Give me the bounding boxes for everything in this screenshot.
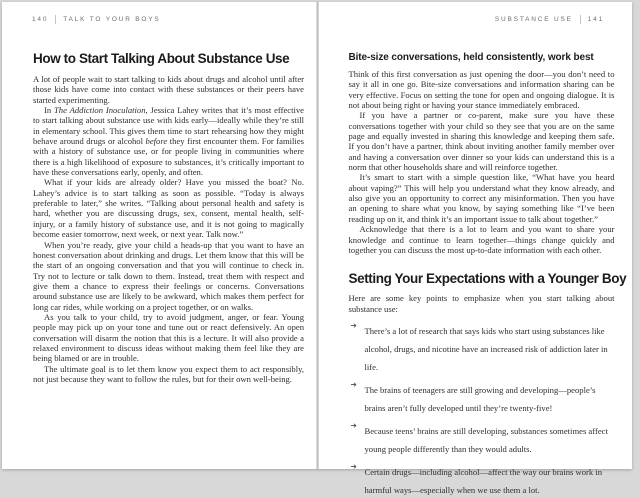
chapter-section-heading: How to Start Talking About Substance Use	[33, 51, 290, 66]
paragraph: A lot of people wait to start talking to kids about drugs and alcohol until after those kids have come into contact with these substances or their peers have started experimenting.	[33, 74, 304, 105]
left-page-number: 140	[32, 16, 49, 23]
right-page-number: 141	[587, 16, 604, 23]
paragraph: Acknowledge that there is a lot to learn and you want to share your knowledge and continue to learn together—things change quickly and together you can discuss the most up-to-date information with each other.	[348, 224, 615, 255]
bullet-text: Because teens’ brains are still developing, substances sometimes affect young people differently than they would adults.	[364, 425, 608, 454]
bullet-item	[349, 421, 611, 457]
bullet-item	[349, 321, 611, 375]
paragraph: As you talk to your child, try to avoid judgment, anger, or fear. Young people may pick up on your tone and tune out or react defensively. An open conversation will disarm the notion that this is a lecture. It will also provide a relaxed environment to discuss ideas without making them feel like they are being blamed or are in trouble.	[33, 311, 304, 364]
left-page-content	[2, 2, 316, 469]
paragraph: In The Addiction Inoculation, Jessica Lahey writes that it’s most effective to start talking about substance use with kids early—ideally while they’re still in elementary school. This gives them time to start rehearsing how they might behave around drugs or alcohol before they first encounter them. For families with a history of substance use, or for people living in communities where there is a high likelihood of exposure to substances, it’s critically important to have these conversations early, openly, and often.	[33, 105, 304, 178]
key-points-list	[349, 321, 615, 498]
bullet-item	[349, 462, 611, 498]
arrow-bullet-icon: ➔	[350, 420, 357, 430]
left-page	[2, 2, 316, 469]
paragraph: If you have a partner or co-parent, make sure you have these conversations together with your child so they see that you are on the same page and equally invested in sharing this knowledge and keeping them safe. If you don’t have a partner, think about inviting another family member over and having a conversation over dinner so your kids can understand this is a norm that other households share and will reinforce together.	[348, 110, 615, 173]
section-heading: Setting Your Expectations with a Younger Boy	[348, 271, 627, 287]
left-running-title: TALK TO YOUR BOYS	[63, 16, 161, 23]
right-page-content	[319, 2, 633, 495]
bullet-text: There’s a lot of research that says kids who start using substances like alcohol, drugs, and nicotine have an increased risk of addiction later in life.	[364, 325, 608, 372]
arrow-bullet-icon: ➔	[350, 320, 357, 330]
left-body-text	[33, 74, 304, 384]
paragraph: What if your kids are already older? Have you missed the boat? No. Lahey’s advice is to start talking as soon as possible. “Today is always preferable to later,” she writes. “Talking about personal health and safety is hard, whether you are discussing drugs, sex, consent, mental health, self-injury, or a family history of substance use, and it is not going to magically become easier tomorrow, next week, or next year. Talk now.”	[33, 177, 304, 240]
arrow-bullet-icon: ➔	[350, 461, 357, 471]
right-page	[319, 2, 633, 495]
right-running-title: SUBSTANCE USE	[494, 16, 573, 23]
bullet-item	[349, 380, 611, 416]
subsection-heading: Bite-size conversations, held consistently, work best	[348, 52, 594, 63]
paragraph: When you’re ready, give your child a heads-up that you want to have an honest conversation about drinking and drugs. Let them know that this will be the start of an ongoing conversation and that you will continue to check in. Try not to lecture or talk down to them. Instead, treat them with respect and give them a chance to express their feelings or concerns. Conversations around substance use are likely to be awkward, which makes them perfect for long car rides, while working on a project together, or on walks.	[33, 239, 304, 312]
paragraph: The ultimate goal is to let them know you expect them to act responsibly, not just because they want to follow the rules, but for their own well-being.	[33, 363, 304, 384]
book-spread	[2, 2, 632, 495]
right-body-text	[349, 69, 615, 255]
bullet-text: The brains of teenagers are still growing and developing—people’s brains aren’t fully developed until they’re twenty-five!	[364, 384, 596, 413]
section-intro: Here are some key points to emphasize when you start talking about substance use:	[348, 293, 615, 314]
bullet-text: Certain drugs—including alcohol—affect the way our brains work in harmful ways—especially when we use them a lot.	[364, 466, 603, 495]
arrow-bullet-icon: ➔	[350, 379, 357, 389]
paragraph: Think of this first conversation as just opening the door—you don’t need to say it all in one go. Bite-size conversations and information sharing can be very effective. Focus on setting the tone for open and ongoing dialogue. It is not about being right or having your stance immediately embraced.	[348, 69, 615, 111]
paragraph: It’s smart to start with a simple question like, “What have you heard about vaping?” This will help you understand what they know already, and also give you an opportunity to correct any misinformation. Then you have an opening to share what you know, by saying something like “I’ve been reading up on it, and think it’s an important issue to talk about together.”	[348, 172, 615, 224]
